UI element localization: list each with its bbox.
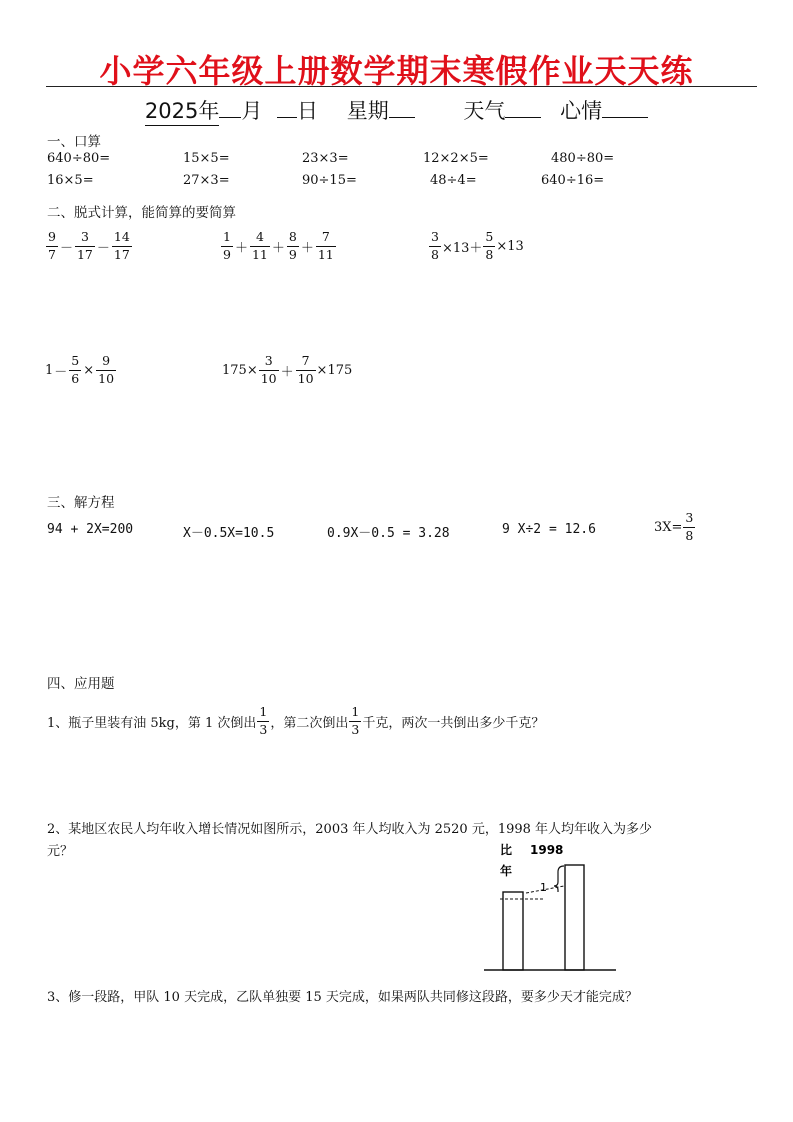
date-month: 月 [241,99,263,123]
equation: 9 X÷2 = 12.6 [502,522,596,537]
calc-expr-2: $\frac{1}{9}$ ＋ $\frac{4}{11}$ ＋ $\frac{8}{9}$ ＋ $\frac{7}{11}$ [223,229,334,262]
section-calc-heading: 二、脱式计算，能简算的要简算 [47,205,236,221]
fraction: $\frac{8}{9}$ [288,229,297,262]
calc-expr-4: 1 － $\frac{5}{6}$ × $\frac{9}{10}$ [45,353,115,386]
oral-item: 12×2×5= [423,151,489,166]
figure-label: 年 [500,864,513,878]
title-rule [46,86,757,87]
fraction: $\frac{3}{10}$ [260,353,277,386]
fraction: $\frac{5}{6}$ [71,353,80,386]
figure-label: 1 [540,881,547,894]
calc-expr-5: 175× $\frac{3}{10}$ ＋ $\frac{7}{10}$ ×175 [222,353,353,386]
oral-item: 23×3= [302,151,349,166]
oral-item: 16×5= [47,173,94,188]
oral-item: 90÷15= [302,173,357,188]
equation: 94 + 2X=200 [47,522,134,537]
bar-1998 [503,892,523,970]
date-weekday: 星期 [346,99,389,123]
fraction: $\frac{4}{11}$ [251,229,268,262]
oral-item: 640÷16= [541,173,605,188]
word-problem-2: 2、某地区农民人均年收入增长情况如图所示，2003 年人均收入为 2520 元，1998 年人均年收入为多少 [47,822,653,837]
oral-item: 27×3= [183,173,230,188]
fraction: $\frac{1}{3}$ [351,704,360,737]
equation: X－0.5X=10.5 [183,526,275,541]
figure-label: 1998 [530,843,564,857]
word-problem-3: 3、修一段路，甲队 10 天完成，乙队单独要 15 天完成，如果两队共同修这段路，要多少天才能完成？ [47,990,638,1005]
oral-item: 640÷80= [47,151,111,166]
oral-item: 480÷80= [551,151,615,166]
figure-label: 比 [500,843,513,857]
fraction: $\frac{1}{3}$ [259,704,268,737]
page-title: 小学六年级上册数学期末寒假作业天天练 [99,52,694,90]
month-blank[interactable] [219,99,241,118]
oral-item: 15×5= [183,151,230,166]
fraction: $\frac{5}{8}$ [485,229,494,262]
fraction: $\frac{9}{7}$ [48,229,56,262]
brace [554,866,564,892]
section-equation-heading: 三、解方程 [47,495,115,511]
equation: 3X= $\frac{3}{8}$ [654,510,694,543]
fraction: $\frac{3}{8}$ [431,229,439,262]
fraction: $\frac{9}{10}$ [98,353,115,386]
date-day: 日 [297,99,319,123]
weekday-blank[interactable] [389,99,415,118]
word-problem-1: 1、瓶子里装有油 5kg，第 1 次倒出 $\frac{1}{3}$ ，第二次倒出 $\frac{1}{3}$ 千克，两次一共倒出多少千克？ [47,704,545,737]
fraction: $\frac{3}{8}$ [685,510,694,543]
bar-figure [484,836,624,976]
calc-expr-1: $\frac{9}{7}$ － $\frac{3}{17}$ － $\frac{14}{17}$ [48,229,130,262]
date-mood: 心情 [560,99,603,123]
date-weather: 天气 [463,99,506,123]
oral-item: 48÷4= [430,173,477,188]
calc-expr-3: $\frac{3}{8}$ ×13＋ $\frac{5}{8}$ ×13 [431,229,524,262]
day-blank[interactable] [277,99,297,118]
bar-2003 [565,865,584,970]
mood-blank[interactable] [602,99,648,118]
fraction: $\frac{14}{17}$ [113,229,130,262]
section-oral-heading: 一、口算 [47,134,101,150]
weather-blank[interactable] [505,99,541,118]
fraction: $\frac{7}{10}$ [297,353,314,386]
fraction: $\frac{3}{17}$ [76,229,93,262]
word-problem-2-cont: 元？ [47,844,74,859]
date-year: 2025年 [145,95,219,126]
section-word-problems-heading: 四、应用题 [47,676,115,692]
date-line [0,95,793,126]
equation: 0.9X－0.5 = 3.28 [327,526,450,541]
fraction: $\frac{1}{9}$ [223,229,231,262]
fraction: $\frac{7}{11}$ [317,229,334,262]
